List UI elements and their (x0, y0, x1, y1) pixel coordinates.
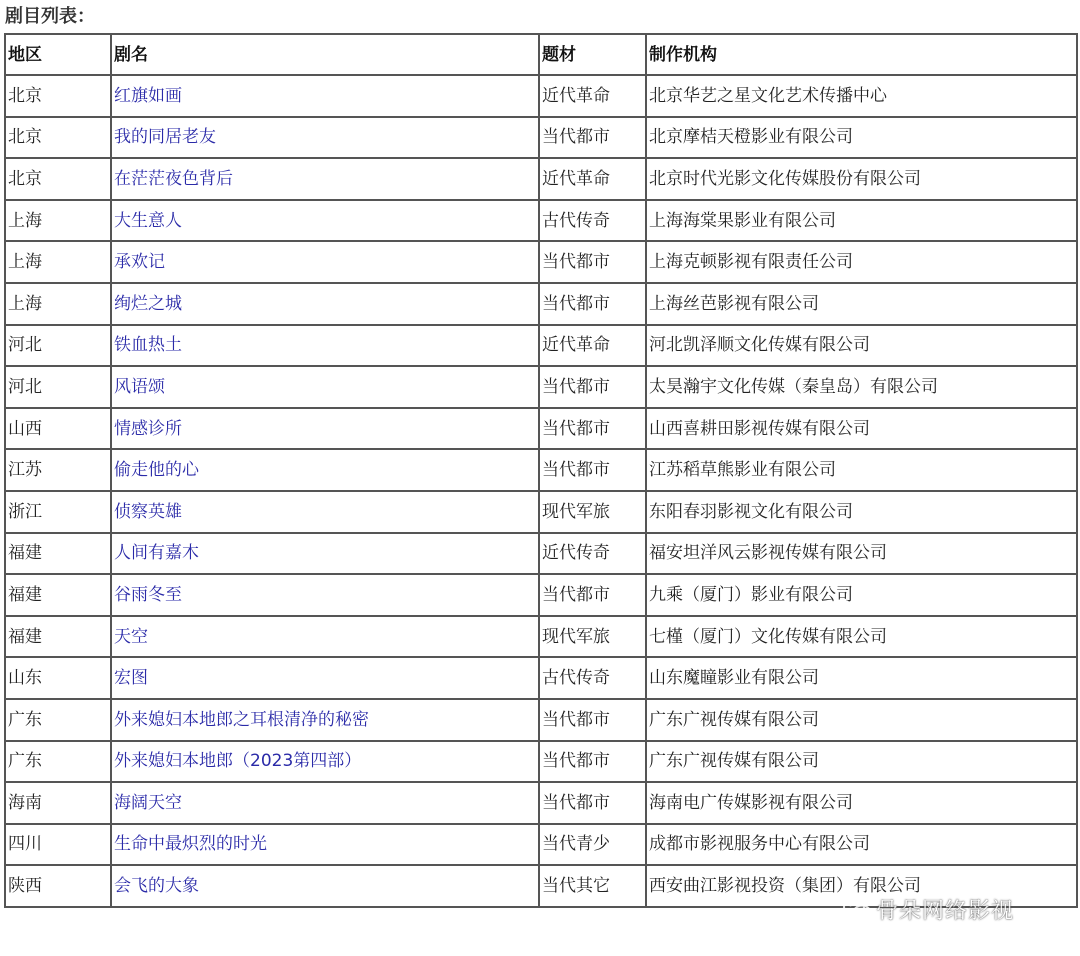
table-row (5, 117, 1077, 159)
cell-genre: 当代其它 (539, 865, 646, 907)
cell-region: 江苏 (5, 449, 111, 491)
cell-region: 北京 (5, 117, 111, 159)
cell-producer: 北京摩桔天橙影业有限公司 (646, 117, 1077, 159)
cell-title (111, 158, 539, 200)
table-header-row (5, 34, 1077, 75)
cell-title (111, 325, 539, 367)
cell-genre: 近代革命 (539, 325, 646, 367)
cell-producer: 福安坦洋风云影视传媒有限公司 (646, 533, 1077, 575)
cell-genre: 古代传奇 (539, 200, 646, 242)
cell-region: 上海 (5, 283, 111, 325)
table-row (5, 699, 1077, 741)
drama-title-link[interactable]: 在茫茫夜色背后 (114, 168, 233, 189)
cell-genre: 当代都市 (539, 366, 646, 408)
table-row (5, 158, 1077, 200)
drama-title-link[interactable]: 我的同居老友 (114, 127, 216, 148)
drama-title-link[interactable]: 天空 (114, 626, 148, 647)
page-title: 剧目列表： (5, 6, 95, 27)
drama-title-link[interactable]: 情感诊所 (114, 418, 182, 439)
table-row (5, 200, 1077, 242)
table-row (5, 449, 1077, 491)
cell-region: 上海 (5, 241, 111, 283)
cell-producer: 山东魔瞳影业有限公司 (646, 657, 1077, 699)
watermark-text: 骨朵网络影视 (876, 898, 1015, 924)
cell-title (111, 75, 539, 117)
cell-region: 山西 (5, 408, 111, 450)
cell-title (111, 865, 539, 907)
cell-genre: 当代都市 (539, 782, 646, 824)
cell-producer: 江苏稻草熊影业有限公司 (646, 449, 1077, 491)
cell-genre: 当代都市 (539, 741, 646, 783)
cell-region: 山东 (5, 657, 111, 699)
cell-genre: 古代传奇 (539, 657, 646, 699)
cell-producer: 成都市影视服务中心有限公司 (646, 824, 1077, 866)
cell-producer: 上海克顿影视有限责任公司 (646, 241, 1077, 283)
table-row (5, 491, 1077, 533)
cell-genre: 当代都市 (539, 699, 646, 741)
cell-title (111, 533, 539, 575)
cell-genre: 当代青少 (539, 824, 646, 866)
table-row (5, 408, 1077, 450)
cell-region: 广东 (5, 741, 111, 783)
table-row (5, 782, 1077, 824)
cell-genre: 现代军旅 (539, 616, 646, 658)
cell-region: 陕西 (5, 865, 111, 907)
drama-title-link[interactable]: 绚烂之城 (114, 293, 182, 314)
cell-producer: 北京华艺之星文化艺术传播中心 (646, 75, 1077, 117)
cell-title (111, 824, 539, 866)
drama-title-link[interactable]: 谷雨冬至 (114, 584, 182, 605)
drama-title-link[interactable]: 生命中最炽烈的时光 (114, 834, 267, 855)
cell-producer: 海南电广传媒影视有限公司 (646, 782, 1077, 824)
cell-producer: 河北凯泽顺文化传媒有限公司 (646, 325, 1077, 367)
cell-producer: 九乘（厦门）影业有限公司 (646, 574, 1077, 616)
cell-genre: 当代都市 (539, 408, 646, 450)
cell-title (111, 741, 539, 783)
drama-list-table (4, 33, 1078, 908)
drama-title-link[interactable]: 风语颂 (114, 376, 165, 397)
drama-title-link[interactable]: 外来媳妇本地郎之耳根清净的秘密 (114, 709, 369, 730)
table-row (5, 657, 1077, 699)
cell-title (111, 241, 539, 283)
table-row (5, 241, 1077, 283)
cell-title (111, 366, 539, 408)
cell-producer: 广东广视传媒有限公司 (646, 741, 1077, 783)
cell-producer: 上海海棠果影业有限公司 (646, 200, 1077, 242)
cell-producer: 北京时代光影文化传媒股份有限公司 (646, 158, 1077, 200)
cell-region: 河北 (5, 366, 111, 408)
cell-producer: 广东广视传媒有限公司 (646, 699, 1077, 741)
cell-region: 福建 (5, 616, 111, 658)
cell-genre: 当代都市 (539, 241, 646, 283)
cell-region: 广东 (5, 699, 111, 741)
table-row (5, 533, 1077, 575)
header-region: 地区 (5, 34, 111, 75)
cell-genre: 当代都市 (539, 574, 646, 616)
cell-region: 上海 (5, 200, 111, 242)
drama-title-link[interactable]: 承欢记 (114, 252, 165, 273)
table-row (5, 366, 1077, 408)
drama-title-link[interactable]: 铁血热土 (114, 335, 182, 356)
cell-genre: 现代军旅 (539, 491, 646, 533)
cell-title (111, 699, 539, 741)
drama-title-link[interactable]: 人间有嘉木 (114, 543, 199, 564)
cell-title (111, 449, 539, 491)
cell-title (111, 574, 539, 616)
cell-region: 河北 (5, 325, 111, 367)
cell-genre: 近代革命 (539, 158, 646, 200)
cell-producer: 太昊瀚宇文化传媒（秦皇岛）有限公司 (646, 366, 1077, 408)
table-row (5, 824, 1077, 866)
cell-region: 海南 (5, 782, 111, 824)
header-genre: 题材 (539, 34, 646, 75)
header-title: 剧名 (111, 34, 539, 75)
cell-title (111, 782, 539, 824)
cell-title (111, 657, 539, 699)
cell-genre: 当代都市 (539, 449, 646, 491)
cell-region: 北京 (5, 75, 111, 117)
cell-genre: 当代都市 (539, 283, 646, 325)
drama-title-link[interactable]: 侦察英雄 (114, 501, 182, 522)
cell-region: 四川 (5, 824, 111, 866)
table-row (5, 616, 1077, 658)
header-producer: 制作机构 (646, 34, 1077, 75)
table-row (5, 325, 1077, 367)
cell-producer: 西安曲江影视投资（集团）有限公司 (646, 865, 1077, 907)
cell-region: 福建 (5, 533, 111, 575)
drama-title-link[interactable]: 宏图 (114, 668, 148, 689)
cell-producer: 东阳春羽影视文化有限公司 (646, 491, 1077, 533)
drama-title-link[interactable]: 偷走他的心 (114, 460, 199, 481)
cell-region: 北京 (5, 158, 111, 200)
table-row (5, 75, 1077, 117)
drama-title-link[interactable]: 海阔天空 (114, 792, 182, 813)
table-row (5, 741, 1077, 783)
cell-title (111, 117, 539, 159)
cell-producer: 山西喜耕田影视传媒有限公司 (646, 408, 1077, 450)
drama-title-link[interactable]: 大生意人 (114, 210, 182, 231)
cell-region: 福建 (5, 574, 111, 616)
cell-producer: 上海丝芭影视有限公司 (646, 283, 1077, 325)
drama-title-link[interactable]: 会飞的大象 (114, 876, 199, 897)
cell-title (111, 200, 539, 242)
cell-genre: 近代革命 (539, 75, 646, 117)
table-row (5, 574, 1077, 616)
table-row (5, 865, 1077, 907)
cell-genre: 近代传奇 (539, 533, 646, 575)
cell-region: 浙江 (5, 491, 111, 533)
table-body (5, 75, 1077, 907)
cell-title (111, 283, 539, 325)
drama-title-link[interactable]: 红旗如画 (114, 85, 182, 106)
table-row (5, 283, 1077, 325)
cell-producer: 七槿（厦门）文化传媒有限公司 (646, 616, 1077, 658)
drama-title-link[interactable]: 外来媳妇本地郎（2023第四部） (114, 751, 362, 772)
cell-title (111, 408, 539, 450)
cell-genre: 当代都市 (539, 117, 646, 159)
cell-title (111, 491, 539, 533)
cell-title (111, 616, 539, 658)
